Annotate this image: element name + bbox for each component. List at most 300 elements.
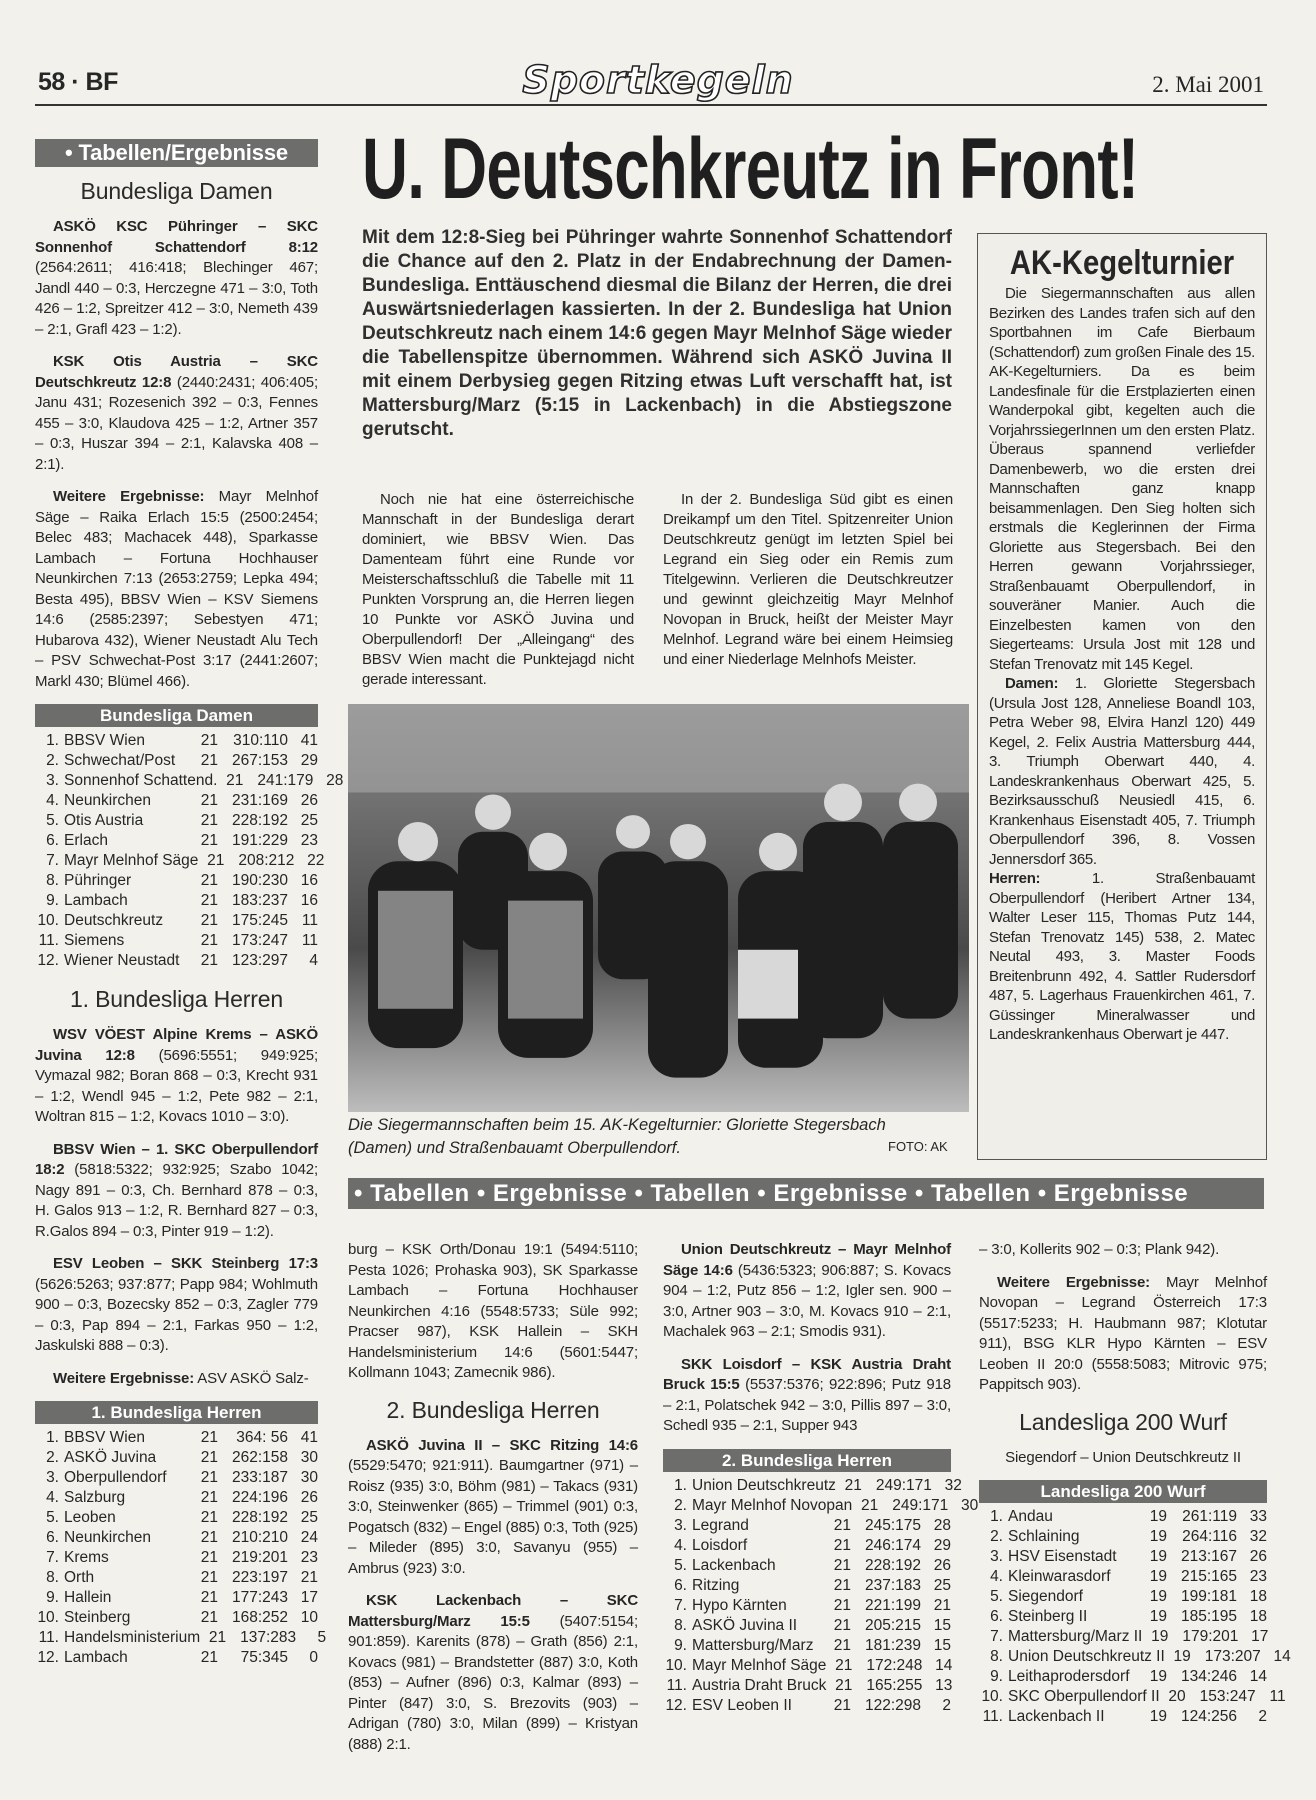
score-cell: 231:169 (231, 792, 288, 809)
points-cell: 2 (1258, 1708, 1267, 1725)
points-cell: 26 (300, 1489, 318, 1506)
team-cell: Legrand (692, 1516, 749, 1534)
points-cell: 30 (961, 1496, 979, 1514)
table-row (663, 1476, 962, 1496)
rank-cell: 7. (46, 852, 59, 869)
score-cell: 246:174 (864, 1536, 921, 1554)
team-cell: Neunkirchen (64, 1529, 152, 1546)
rank-cell: 4. (674, 1536, 687, 1554)
score-cell: 124:256 (1180, 1708, 1237, 1725)
landesliga-match: Siegendorf – Union Deutschkreutz II (1005, 1448, 1241, 1466)
games-cell: 21 (200, 752, 218, 769)
points-cell: 29 (933, 1536, 951, 1554)
rank-cell: 9. (46, 892, 59, 909)
team-cell: Ritzing (692, 1576, 740, 1594)
rank-cell: 2. (46, 752, 59, 769)
games-cell: 21 (200, 872, 218, 889)
team-cell: Lackenbach II (1008, 1708, 1105, 1725)
result-text: (5537:5376; 922:896; Putz 918 – 2:1, Polatschek 942 – 3:0, Pillis 897 – 3:0, Schedl 935 – 2:1, Supper 943 (663, 1376, 951, 1434)
rank-cell: 2. (674, 1496, 687, 1514)
rank-cell: 2. (46, 1449, 59, 1466)
score-cell: 177:243 (231, 1589, 288, 1606)
team-cell: Otis Austria (64, 812, 144, 829)
table-bundesliga-damen (35, 704, 344, 971)
table-row (663, 1596, 951, 1616)
score-cell: 183:237 (231, 892, 288, 909)
points-cell: 25 (933, 1576, 951, 1594)
results-banner: • Tabellen • Ergebnisse • Tabellen • Ergebnisse • Tabellen • Ergebnisse (348, 1178, 1264, 1209)
ak-herren-label: Herren: (989, 870, 1041, 887)
team-cell: Orth (64, 1569, 95, 1586)
result-paragraph (979, 1273, 1267, 1396)
team-cell: Lambach (64, 1649, 128, 1666)
ak-kegelturnier-box (977, 233, 1267, 1160)
games-cell: 21 (200, 1569, 218, 1586)
result-lead: Weitere Ergebnisse: (53, 1369, 195, 1387)
games-cell: 19 (1149, 1708, 1167, 1725)
heading-1-bundesliga-herren: 1. Bundesliga Herren (69, 986, 284, 1012)
result-paragraph (663, 1240, 951, 1343)
team-cell: Mayr Melnhof Novopan (692, 1496, 853, 1514)
points-cell: 17 (1251, 1628, 1269, 1645)
table-row (35, 931, 318, 951)
points-cell: 11 (301, 932, 318, 949)
result-paragraph (348, 1591, 638, 1755)
points-cell: 5 (317, 1629, 327, 1646)
score-cell: 262:158 (231, 1449, 288, 1466)
table-row (979, 1647, 1291, 1667)
score-cell: 153:247 (1199, 1688, 1256, 1705)
points-cell: 26 (1249, 1548, 1267, 1565)
result-paragraph (35, 1254, 318, 1357)
result-paragraph (663, 1355, 951, 1437)
headline: U. Deutschkreutz in Front! (362, 121, 1139, 217)
table-row (663, 1536, 951, 1556)
rank-cell: 11. (38, 1629, 59, 1646)
result-lead: Weitere Ergebnisse: (53, 488, 205, 505)
score-cell: 191:229 (231, 832, 288, 849)
team-cell: Mayr Melnhof Säge (692, 1656, 827, 1674)
table-row (35, 1608, 318, 1628)
team-cell: Leithaprodersdorf (1008, 1668, 1130, 1685)
score-cell: 249:171 (875, 1476, 932, 1494)
points-cell: 21 (933, 1596, 951, 1614)
result-lead: Union Deutschkreutz – Mayr Melnhof Säge 14:6 (663, 1241, 951, 1279)
rank-cell: 3. (990, 1548, 1003, 1565)
points-cell: 23 (1249, 1568, 1267, 1585)
rank-cell: 10. (37, 912, 59, 929)
rank-cell: 1. (990, 1508, 1003, 1525)
games-cell: 21 (833, 1696, 851, 1714)
games-cell: 21 (200, 1449, 218, 1466)
points-cell: 13 (935, 1676, 953, 1694)
games-cell: 19 (1149, 1568, 1167, 1585)
team-cell: Schwechat/Post (64, 752, 176, 769)
games-cell: 21 (200, 1649, 218, 1666)
games-cell: 21 (835, 1656, 853, 1674)
score-cell: 122:298 (864, 1696, 921, 1714)
ak-box-text: Die Siegermannschaften aus allen Bezirken des Landes trafen sich auf den Sportbahnen im Cafe Bierbaum (Schattendorf) zum großen Finale des 15. AK-Kegelturniers. Da es beim Landesfinale für die Erstplazierten einen Wanderpokal gibt, kegelten auch die VorjahrssiegerInnen um den ersten Platz. Überaus spannend verliefder Damenbewerb, wo die ersten drei Mannschaften ganz knapp beisammenlagen. Den Sieg holten sich erstmals die Keglerinnen der Firma Gloriette aus Stegersbach. Bei den Herren gewann Vorjahrssieger, Straßenbauamt Oberpullendorf, in souveräner Manier. Auch die Einzelbesten kamen von den Siegerteams: Ursula Jost mit 128 und Stefan Trenovatz mit 145 Kegel. (989, 285, 1255, 673)
result-paragraph (35, 487, 318, 692)
result-text: Mayr Melnhof Säge – Raika Erlach 15:5 (2500:2454; Belec 483; Machacek 448), Sparkasse Lambach – Fortuna Hochhauser Neunkirchen 7:13 (2653:2759; Lepka 494; Besta 495), BBSV Wien – KSV Siemens 14:6 (2585:2397; Sebestyen 471; Hubarova 432), Wiener Neustadt Alu Tech – PSV Schwechat-Post 3:17 (2441:2607; Markl 430; Blümel 466). (35, 488, 318, 690)
table-row (35, 1428, 318, 1448)
rank-cell: 6. (46, 832, 59, 849)
games-cell: 19 (1149, 1668, 1167, 1685)
team-photo-image (348, 704, 969, 1112)
games-cell: 21 (200, 1529, 218, 1546)
games-cell: 21 (833, 1576, 851, 1594)
table-row (35, 1588, 318, 1608)
team-cell: Austria Draht Bruck (692, 1676, 827, 1694)
rank-cell: 5. (46, 812, 59, 829)
result-lead: SKK Loisdorf – KSK Austria Draht Bruck 15:5 (663, 1355, 951, 1393)
points-cell: 18 (1249, 1588, 1267, 1605)
games-cell: 21 (200, 1429, 218, 1446)
rank-cell: 10. (665, 1656, 687, 1674)
team-cell: Handelsministerium (64, 1629, 201, 1646)
team-cell: Pühringer (64, 872, 132, 889)
score-cell: 173:247 (231, 932, 288, 949)
rank-cell: 3. (46, 1469, 59, 1486)
points-cell: 2 (942, 1696, 951, 1714)
result-text: (5818:5322; 932:925; Szabo 1042; Nagy 891 – 0:3, Ch. Bernhard 878 – 0:3, H. Galos 913 – 1:2, R. Bernhard 827 – 0:3, R.Galos 894 – 0:3, Pinter 919 – 1:2). (35, 1161, 318, 1240)
ak-damen-label: Damen: (1005, 675, 1059, 692)
points-cell: 25 (300, 812, 318, 829)
table-row (979, 1567, 1267, 1587)
points-cell: 17 (300, 1589, 318, 1606)
games-cell: 21 (200, 1469, 218, 1486)
table-row (663, 1656, 951, 1676)
rank-cell: 1. (46, 1429, 59, 1446)
points-cell: 14 (1249, 1668, 1267, 1685)
score-cell: 237:183 (864, 1576, 921, 1594)
table-row (663, 1576, 951, 1596)
team-cell: Salzburg (64, 1489, 126, 1506)
result-paragraph (35, 217, 318, 340)
points-cell: 25 (300, 1509, 318, 1526)
points-cell: 28 (326, 772, 344, 789)
games-cell: 21 (200, 1489, 218, 1506)
ak-herren-results: 1. Straßenbauamt Oberpullendorf (Heribert Artner 134, Walter Leser 115, Thomas Putz 144, Stefan Trenovatz 145) 538, 2. Matec Neutal 493, 3. Master Foods Breitenbrunn 492, 4. Sattler Rudersdorf 487, 5. Lagerhaus Frauenkirchen 461, 7. Güssinger Mineralwasser und Landeskrankenhaus Oberwart je 447. (989, 870, 1255, 1043)
score-cell: 249:171 (892, 1496, 949, 1514)
games-cell: 21 (200, 1589, 218, 1606)
score-cell: 168:252 (231, 1609, 288, 1626)
rank-cell: 9. (46, 1589, 59, 1606)
table-title: Bundesliga Damen (35, 704, 318, 727)
games-cell: 19 (1149, 1528, 1167, 1545)
photo-caption: Die Siegermannschaften beim 15. AK-Kegelturnier: Gloriette Stegersbach (Damen) und Straßenbauamt Oberpullendorf. (348, 1116, 886, 1157)
team-cell: Mayr Melnhof Säge (64, 852, 199, 869)
games-cell: 21 (833, 1536, 851, 1554)
score-cell: 190:230 (231, 872, 288, 889)
result-text: (2440:2431; 406:405; Janu 431; Rozesenich 392 – 0:3, Fennes 455 – 3:0, Klaudova 425 – 1:2, Artner 357 – 0:3, Huszar 394 – 2:1, Kalavska 408 – 2:1). (35, 373, 318, 473)
table-row (663, 1556, 951, 1576)
score-cell: 199:181 (1180, 1588, 1237, 1605)
games-cell: 21 (226, 772, 244, 789)
score-cell: 165:255 (866, 1676, 923, 1694)
team-cell: Lambach (64, 892, 128, 909)
points-cell: 28 (933, 1516, 951, 1534)
result-lead: BBSV Wien – 1. SKC Oberpullendorf 18:2 (35, 1140, 318, 1178)
games-cell: 21 (833, 1636, 851, 1654)
team-cell: Krems (64, 1549, 109, 1566)
table-row (979, 1527, 1267, 1547)
left-results-column (35, 139, 344, 1682)
games-cell: 21 (200, 832, 218, 849)
rank-cell: 6. (674, 1576, 687, 1594)
section-title: Sportkegeln (522, 58, 794, 102)
rank-cell: 1. (674, 1476, 687, 1494)
table-row (35, 1528, 318, 1548)
score-cell: 245:175 (864, 1516, 921, 1534)
lower-column-a (348, 1240, 638, 1767)
games-cell: 19 (1149, 1508, 1167, 1525)
score-cell: 264:116 (1182, 1528, 1237, 1545)
games-cell: 21 (200, 792, 218, 809)
score-cell: 223:197 (231, 1569, 288, 1586)
rank-cell: 5. (46, 1509, 59, 1526)
rank-cell: 8. (46, 1569, 59, 1586)
result-text: Mayr Melnhof Novopan – Legrand Österreich 17:3 (5517:5233; H. Haubmann 987; Klotutar 911), BSG KLR Hypo Kärnten – ESV Leoben II 20:0 (5558:5083; Mitrovic 975; Pappitsch 903). (979, 1273, 1267, 1393)
rank-cell: 7. (46, 1549, 59, 1566)
games-cell: 21 (833, 1556, 851, 1574)
team-cell: Schlaining (1008, 1528, 1080, 1545)
result-text: (2564:2611; 416:418; Blechinger 467; Jandl 440 – 0:3, Herczegne 471 – 3:0, Toth 426 – 1:2, Spreitzer 412 – 3:0, Nemeth 439 – 2:1, Grafl 423 – 1:2). (35, 259, 318, 338)
table-row (35, 871, 318, 891)
score-cell: 123:297 (231, 952, 288, 969)
points-cell: 26 (300, 792, 318, 809)
result-lead: ESV Leoben – SKK Steinberg 17:3 (53, 1255, 318, 1272)
games-cell: 21 (200, 892, 218, 909)
table-row (979, 1547, 1267, 1567)
rank-cell: 7. (674, 1596, 687, 1614)
points-cell: 21 (300, 1569, 318, 1586)
ak-damen-results: 1. Gloriette Stegersbach (Ursula Jost 128, Anneliese Boandl 103, Petra Weber 98, Elvira Hanzl 120) 449 Kegel, 2. Felix Austria Mattersburg 444, 3. Triumph Oberwart 440, 4. Landeskrankenhaus Oberwart 425, 5. Bezirksausschuß Neusiedl 415, 6. Krankenhaus Eisenstadt 405, 7. Triumph Oberpullendorf 396, 8. Vossen Jennersdorf 365. (989, 675, 1255, 868)
games-cell: 21 (835, 1676, 853, 1694)
rank-cell: 3. (674, 1516, 687, 1534)
table-title: 2. Bundesliga Herren (663, 1449, 951, 1472)
score-cell: 173:207 (1204, 1648, 1261, 1665)
points-cell: 22 (307, 852, 325, 869)
team-cell: Oberpullendorf (64, 1469, 167, 1486)
table-row (663, 1696, 951, 1716)
rank-cell: 3. (46, 772, 59, 789)
result-lead: ASKÖ Juvina II – SKC Ritzing 14:6 (366, 1436, 638, 1454)
table-row (979, 1607, 1267, 1627)
points-cell: 0 (309, 1649, 318, 1666)
table-row (663, 1636, 951, 1656)
table-row (35, 811, 318, 831)
table-1-bundesliga-herren (35, 1401, 327, 1668)
ak-box-title: AK-Kegelturnier (1009, 244, 1235, 282)
team-cell: ASKÖ Juvina (64, 1449, 157, 1466)
points-cell: 14 (935, 1656, 953, 1674)
article-body-text: In der 2. Bundesliga Süd gibt es einen Dreikampf um den Titel. Spitzenreiter Union Deutschkreutz genügt im letzten Spiel bei Legrand ein Sieg oder ein Remis zum Titelgewinn. Verlieren die Deutschkreutzer und gewinnt gleichzeitig Mayr Melnhof Novopan in Bruck, heißt der Meister Mayr Melnhof. Legrand wäre bei einem Heimsieg und einer Niederlage Melnhofs Meister. (663, 491, 953, 668)
points-cell: 11 (1269, 1688, 1286, 1705)
rank-cell: 11. (982, 1708, 1003, 1725)
lower-column-b (663, 1240, 979, 1730)
rank-cell: 4. (46, 792, 59, 809)
games-cell: 21 (200, 952, 218, 969)
games-cell: 21 (208, 1629, 227, 1646)
points-cell: 11 (301, 912, 318, 929)
article-body-column-1 (362, 490, 634, 690)
result-paragraph (348, 1436, 638, 1580)
points-cell: 24 (300, 1529, 318, 1546)
table-2-bundesliga-herren (663, 1449, 979, 1716)
score-cell: 224:196 (231, 1489, 288, 1506)
games-cell: 19 (1149, 1548, 1167, 1565)
rank-cell: 6. (990, 1608, 1003, 1625)
points-cell: 41 (300, 1429, 318, 1446)
points-cell: 26 (933, 1556, 951, 1574)
team-cell: ESV Leoben II (692, 1696, 792, 1714)
score-cell: 364: 56 (236, 1429, 288, 1446)
team-cell: BBSV Wien (64, 732, 145, 749)
issue-date: 2. Mai 2001 (1152, 72, 1264, 97)
table-row (35, 831, 318, 851)
result-lead: ASKÖ KSC Pühringer – SKC Sonnenhof Schattendorf 8:12 (35, 218, 318, 256)
table-title: 1. Bundesliga Herren (35, 1401, 318, 1424)
games-cell: 19 (1151, 1628, 1169, 1645)
points-cell: 30 (300, 1449, 318, 1466)
table-title: Landesliga 200 Wurf (979, 1480, 1267, 1503)
points-cell: 16 (300, 872, 318, 889)
table-row (35, 791, 318, 811)
score-cell: 175:245 (231, 912, 288, 929)
rank-cell: 2. (990, 1528, 1003, 1545)
games-cell: 19 (1149, 1588, 1167, 1605)
team-cell: Neunkirchen (64, 792, 152, 809)
score-cell: 219:201 (231, 1549, 288, 1566)
table-row (35, 1548, 318, 1568)
rank-cell: 12. (37, 1649, 59, 1666)
team-cell: Steinberg II (1008, 1608, 1088, 1625)
score-cell: 210:210 (231, 1529, 288, 1546)
rank-cell: 10. (981, 1688, 1003, 1705)
article-body-text: Noch nie hat eine österreichische Mannschaft in der Bundesliga derart dominiert, wie BBSV Wien. Das Damenteam führt eine Runde vor Meisterschaftsschluß die Tabelle mit 11 Punkten Vorsprung an, die Herren liegen 10 Punkte vor ASKÖ Juvina und Oberpullendorf! Der „Alleingang“ des BBSV Wien macht die Punktejagd nicht gerade interessant. (362, 491, 634, 688)
points-cell: 23 (300, 832, 318, 849)
rank-cell: 12. (37, 952, 59, 969)
rank-cell: 10. (37, 1609, 59, 1626)
team-cell: Hallein (64, 1589, 112, 1606)
team-cell: Andau (1008, 1508, 1053, 1525)
table-row (35, 1468, 318, 1488)
score-cell: 267:153 (231, 752, 288, 769)
team-cell: Steinberg (64, 1609, 131, 1626)
games-cell: 21 (861, 1496, 879, 1514)
team-cell: Union Deutschkreutz (692, 1476, 836, 1494)
points-cell: 18 (1249, 1608, 1267, 1625)
photo-credit: FOTO: AK (888, 1139, 948, 1154)
rank-cell: 5. (674, 1556, 687, 1574)
result-text: burg – KSK Orth/Donau 19:1 (5494:5110; Pesta 1026; Prohaska 903), SK Sparkasse Lambach – Fortuna Hochhauser Neunkirchen 4:16 (5548:5733; Süle 992; Pracser 987), KSK Hallein – SKH Handelsministerium 14:6 (5601:5447; Kollmann 1043; Zamecnik 986). (348, 1241, 638, 1381)
points-cell: 10 (300, 1609, 318, 1626)
team-cell: Lackenbach (692, 1556, 776, 1574)
score-cell: 134:246 (1180, 1668, 1237, 1685)
team-cell: Mattersburg/Marz II (1008, 1628, 1143, 1645)
table-row (35, 1448, 318, 1468)
table-row (663, 1676, 951, 1696)
table-row (35, 891, 318, 911)
score-cell: 310:110 (233, 732, 288, 749)
points-cell: 4 (309, 952, 318, 969)
games-cell: 21 (200, 912, 218, 929)
games-cell: 21 (844, 1476, 862, 1494)
result-text: – 3:0, Kollerits 902 – 0:3; Plank 942). (979, 1241, 1220, 1258)
score-cell: 221:199 (864, 1596, 921, 1614)
games-cell: 21 (833, 1516, 851, 1534)
result-text: (5436:5323; 906:887; S. Kovacs 904 – 1:2, Putz 856 – 1:2, Igler sen. 900 – 3:0, Artner 903 – 3:0, M. Kovacs 910 – 2:1, Machalek 963 – 2:1; Smodis 931). (663, 1261, 951, 1340)
games-cell: 21 (200, 732, 218, 749)
team-cell: Kleinwarasdorf (1008, 1568, 1111, 1585)
score-cell: 228:192 (864, 1556, 921, 1574)
result-paragraph (35, 1025, 318, 1128)
page-folio: 58 · BF (38, 68, 118, 96)
table-row (979, 1507, 1267, 1527)
rank-cell: 9. (674, 1636, 687, 1654)
score-cell: 181:239 (864, 1636, 921, 1654)
result-paragraph (35, 1369, 318, 1390)
result-paragraph (35, 352, 318, 475)
result-lead: KSK Otis Austria – SKC Deutschkreutz 12:8 (35, 353, 318, 391)
table-row (979, 1687, 1286, 1707)
rank-cell: 12. (665, 1696, 687, 1714)
table-row (35, 731, 318, 751)
heading-landesliga: Landesliga 200 Wurf (1019, 1408, 1227, 1435)
table-row (35, 851, 325, 871)
table-row (663, 1496, 979, 1516)
result-text: (5696:5551; 949:925; Vymazal 982; Boran 868 – 0:3, Krecht 931 – 1:2, Wendl 945 – 1:2, Pete 982 – 2:1, Woltran 815 – 1:2, Kovacs 1010 – 3:0). (35, 1046, 318, 1125)
points-cell: 16 (300, 892, 318, 909)
points-cell: 29 (300, 752, 318, 769)
team-cell: Deutschkreutz (64, 912, 164, 929)
team-cell: Erlach (64, 832, 108, 849)
table-row (35, 1488, 318, 1508)
result-lead: Weitere Ergebnisse: (997, 1273, 1151, 1291)
team-cell: Wiener Neustadt (64, 952, 180, 969)
rank-cell: 8. (990, 1648, 1003, 1665)
table-row (663, 1516, 951, 1536)
points-cell: 41 (300, 732, 318, 749)
score-cell: 233:187 (231, 1469, 288, 1486)
score-cell: 215:165 (1180, 1568, 1237, 1585)
table-row (663, 1616, 951, 1636)
points-cell: 14 (1273, 1648, 1291, 1665)
heading-2-bundesliga-herren: 2. Bundesliga Herren (386, 1396, 600, 1423)
score-cell: 241:179 (257, 772, 314, 789)
result-lead: KSK Lackenbach – SKC Mattersburg/Marz 15:5 (348, 1592, 638, 1630)
team-photo (348, 704, 969, 1112)
table-row (35, 911, 318, 931)
score-cell: 205:215 (864, 1616, 921, 1634)
article-lead: Mit dem 12:8-Sieg bei Pühringer wahrte Sonnenhof Schattendorf die Chance auf den 2. Platz in der Endabrechnung der Damen-Bundesliga. Enttäuschend diesmal die Bilanz der Herren, die drei Auswärtsniederlagen kassierten. In der 2. Bundesliga hat Union Deutschkreutz nach einem 14:6 gegen Mayr Melnhof Säge wieder die Tabellenspitze übernommen. Während sich ASKÖ Juvina II mit einem Derbysieg gegen Ritzing etwas Luft verschafft hat, ist Mattersburg/Marz (5:15 in Lackenbach) in die Abstiegszone gerutscht. (362, 227, 952, 440)
games-cell: 21 (200, 1609, 218, 1626)
team-cell: Siemens (64, 932, 125, 949)
rank-cell: 11. (666, 1676, 687, 1694)
heading-bundesliga-damen: Bundesliga Damen (80, 178, 273, 204)
score-cell: 213:167 (1180, 1548, 1237, 1565)
score-cell: 179:201 (1182, 1628, 1239, 1645)
rank-cell: 7. (990, 1628, 1003, 1645)
table-row (35, 751, 318, 771)
rank-cell: 1. (46, 732, 59, 749)
points-cell: 30 (300, 1469, 318, 1486)
team-cell: Siegendorf (1008, 1588, 1083, 1605)
article-body-column-2 (663, 490, 953, 670)
team-cell: ASKÖ Juvina II (692, 1616, 798, 1634)
lower-column-c (979, 1240, 1291, 1741)
